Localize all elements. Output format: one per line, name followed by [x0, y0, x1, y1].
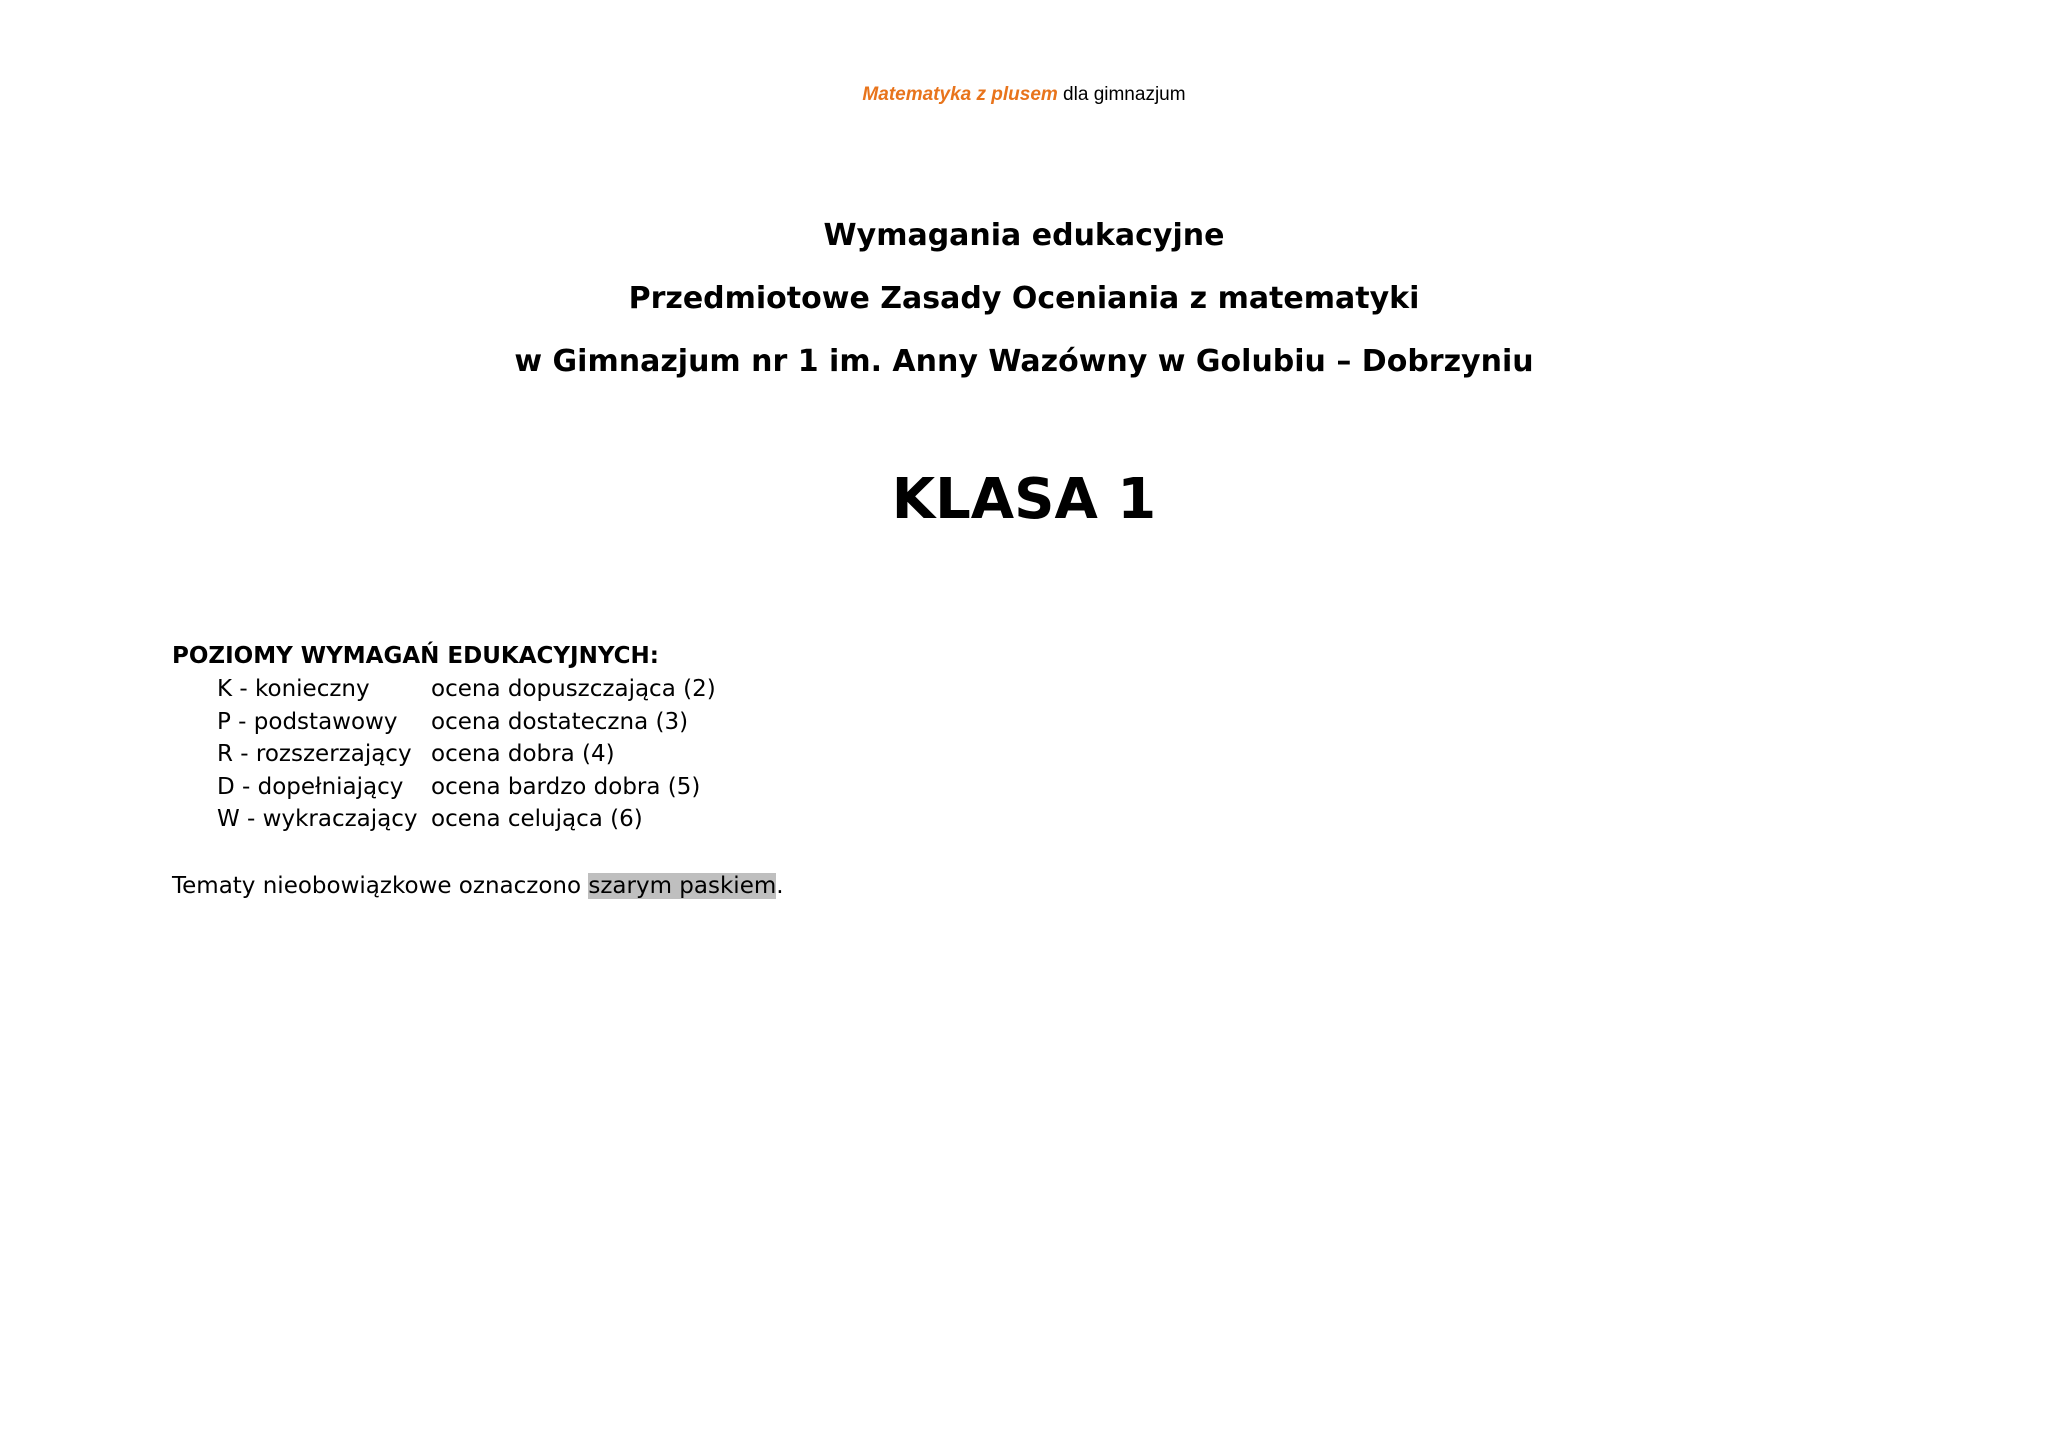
optional-topics-note — [172, 870, 784, 902]
level-grade: ocena dobra (4) — [431, 741, 615, 768]
level-grade: ocena dostateczna (3) — [431, 708, 689, 735]
level-code: W - wykraczający — [217, 806, 418, 833]
title-line-1: Wymagania edukacyjne — [823, 218, 1225, 253]
level-grade: ocena dopuszczająca (2) — [431, 676, 716, 702]
page-header — [0, 84, 2048, 106]
title-line-3: w Gimnazjum nr 1 im. Anny Wazówny w Golubiu – Dobrzyniu — [514, 344, 1534, 379]
levels-section — [172, 640, 716, 836]
title-block — [0, 212, 2048, 401]
levels-heading: POZIOMY WYMAGAŃ EDUKACYJNYCH: — [172, 643, 659, 669]
level-code: P - podstawowy — [217, 708, 398, 735]
level-code: D - dopełniający — [217, 773, 404, 800]
level-grade: ocena celująca (6) — [431, 806, 643, 833]
class-heading: KLASA 1 — [891, 467, 1157, 532]
header-brand: Matematyka z plusem — [862, 84, 1058, 105]
level-row — [172, 673, 716, 706]
level-row — [172, 771, 716, 804]
level-grade: ocena bardzo dobra (5) — [431, 773, 701, 800]
note-end: . — [776, 873, 784, 899]
level-row — [172, 803, 716, 836]
level-row — [172, 738, 716, 771]
level-row — [172, 706, 716, 739]
note-text: Tematy nieobowiązkowe oznaczono — [172, 873, 589, 899]
level-code: R - rozszerzający — [217, 741, 412, 768]
header-suffix: dla gimnazjum — [1057, 84, 1186, 105]
title-line-2: Przedmiotowe Zasady Oceniania z matematyki — [628, 281, 1420, 316]
note-highlight: szarym paskiem — [588, 873, 777, 899]
level-code: K - konieczny — [217, 676, 370, 702]
